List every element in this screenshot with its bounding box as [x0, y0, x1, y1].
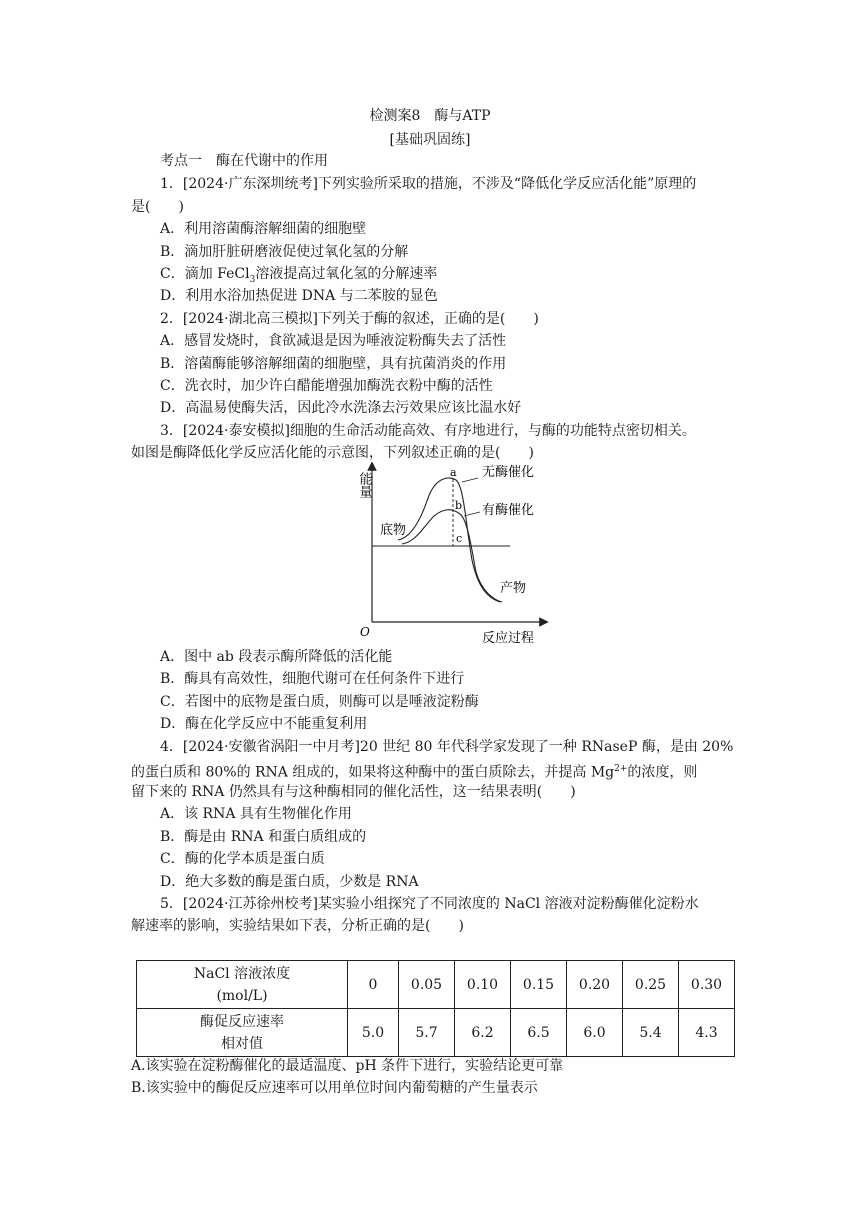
q5-stem-line2: 解速率的影响，实验结果如下表，分析正确的是( ) [131, 918, 464, 934]
table-cell: 5.7 [399, 1009, 455, 1057]
q4-option-c: C．酶的化学本质是蛋白质 [160, 851, 325, 867]
q4-option-d: D．绝大多数的酶是蛋白质，少数是 RNA [160, 874, 419, 890]
q4-stem-line2: 的蛋白质和 80%的 RNA 组成的，如果将这种酶中的蛋白质除去，并提高 $Mg^{2+}$的浓度，则 [131, 764, 698, 781]
q4-stem-line3: 留下来的 RNA 仍然具有与这种酶相同的催化活性，这一结果表明( ) [131, 784, 576, 800]
q4-stem-line1: 4．[2024·安徽省涡阳一中月考]20 世纪 80 年代科学家发现了一种 RNaseP 酶，是由 20% [160, 739, 734, 755]
label-product: 产物 [500, 581, 527, 596]
table-row [137, 1009, 735, 1057]
label-enzyme: 有酶催化 [482, 503, 535, 518]
table-header-cell: 酶促反应速率 相对值 [137, 1009, 348, 1057]
q1-option-a: A．利用溶菌酶溶解细菌的细胞壁 [160, 221, 367, 237]
table-cell: 5.4 [623, 1009, 679, 1057]
q1-option-c: C．滴加 FeCl$_3$溶液提高过氧化氢的分解速率 [160, 266, 438, 285]
label-substrate: 底物 [380, 523, 407, 538]
table-cell: 6.0 [567, 1009, 623, 1057]
label-no-enzyme: 无酶催化 [482, 465, 535, 480]
table-cell: 0.10 [455, 961, 511, 1009]
q5-option-a: A.该实验在淀粉酶催化的最适温度、pH 条件下进行，实验结论更可靠 [131, 1058, 564, 1074]
q1-option-b: B．滴加肝脏研磨液促使过氧化氢的分解 [160, 244, 409, 260]
q4-option-a: A．该 RNA 具有生物催化作用 [160, 806, 352, 822]
q3-option-a: A．图中 ab 段表示酶所降低的活化能 [160, 649, 393, 665]
point-a-label: a [450, 466, 457, 479]
point-b-label: b [455, 499, 463, 512]
q2-option-d: D．高温易使酶失活，因此冷水洗涤去污效果应该比温水好 [160, 400, 522, 416]
activation-energy-diagram [352, 462, 552, 646]
origin-label: O [360, 625, 370, 639]
q4-option-b: B．酶是由 RNA 和蛋白质组成的 [160, 829, 367, 845]
q1-option-d: D．利用水浴加热促进 DNA 与二苯胺的显色 [160, 288, 438, 304]
q2-option-b: B．溶菌酶能够溶解细菌的细胞壁，具有抗菌消炎的作用 [160, 356, 507, 372]
table-cell: 0.30 [679, 961, 735, 1009]
table-cell: 6.5 [511, 1009, 567, 1057]
q1-stem-line2: 是( ) [131, 199, 184, 215]
q3-option-d: D．酶在化学反应中不能重复利用 [160, 716, 368, 732]
table-cell: 0.05 [399, 961, 455, 1009]
page-subtitle: [基础巩固练] [389, 132, 471, 148]
table-cell: 0 [348, 961, 399, 1009]
x-axis-label: 反应过程 [482, 631, 535, 646]
table-header-cell: NaCl 溶液浓度 (mol/L) [137, 961, 348, 1009]
point-c-label: c [456, 532, 463, 545]
table-row [137, 961, 735, 1009]
q5-option-b: B.该实验中的酶促反应速率可以用单位时间内葡萄糖的产生量表示 [131, 1080, 538, 1096]
q3-stem-line2: 如图是酶降低化学反应活化能的示意图，下列叙述正确的是( ) [131, 445, 534, 461]
table-cell: 0.15 [511, 961, 567, 1009]
q5-stem-line1: 5．[2024·江苏徐州校考]某实验小组探究了不同浓度的 NaCl 溶液对淀粉酶催化淀粉水 [160, 896, 699, 912]
leader-enzyme [464, 512, 480, 516]
table-cell: 0.20 [567, 961, 623, 1009]
table-cell: 4.3 [679, 1009, 735, 1057]
table-cell: 0.25 [623, 961, 679, 1009]
results-table [136, 960, 735, 1057]
table-cell: 5.0 [348, 1009, 399, 1057]
curve-no-enzyme [398, 478, 500, 602]
q3-option-c: C．若图中的底物是蛋白质，则酶可以是唾液淀粉酶 [160, 694, 479, 710]
section-heading: 考点一 酶在代谢中的作用 [160, 153, 328, 169]
q3-stem-line1: 3．[2024·泰安模拟]细胞的生命活动能高效、有序地进行，与酶的功能特点密切相关。 [160, 423, 696, 439]
q1-stem-line1: 1．[2024·广东深圳统考]下列实验所采取的措施，不涉及“降低化学反应活化能”原理的 [160, 176, 697, 192]
q2-option-c: C．洗衣时，加少许白醋能增强加酶洗衣粉中酶的活性 [160, 378, 493, 394]
q2-stem: 2．[2024·湖北高三模拟]下列关于酶的叙述，正确的是( ) [160, 311, 539, 327]
q3-option-b: B．酶具有高效性，细胞代谢可在任何条件下进行 [160, 671, 465, 687]
leader-no-enzyme [462, 478, 478, 482]
q2-option-a: A．感冒发烧时，食欲减退是因为唾液淀粉酶失去了活性 [160, 333, 507, 349]
page-title: 检测案8 酶与ATP [369, 108, 491, 124]
table-cell: 6.2 [455, 1009, 511, 1057]
y-axis-label: 能量 [356, 472, 372, 498]
